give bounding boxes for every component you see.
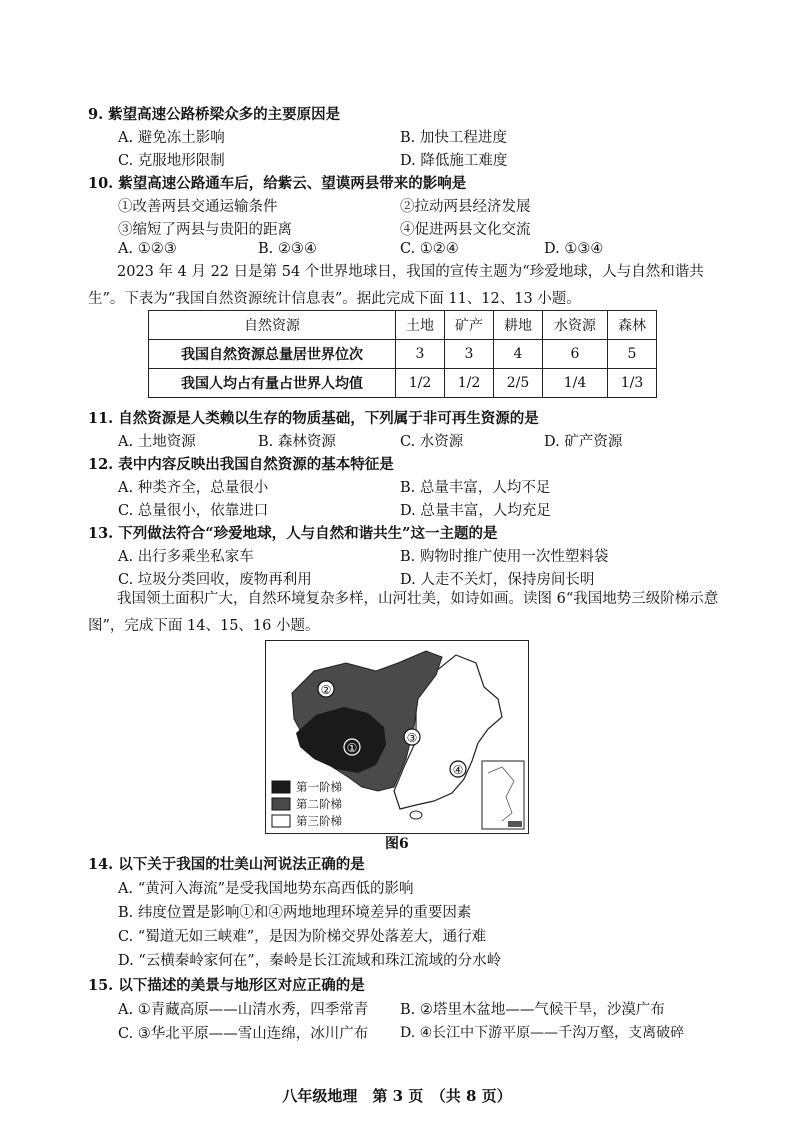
svg-text:③: ③ <box>406 731 418 745</box>
q10-stem: 10. 紫望高速公路通车后，给紫云、望谟两县带来的影响是 <box>88 175 467 192</box>
table-header-cell: 自然资源 <box>149 311 396 340</box>
table-cell: 我国自然资源总量居世界位次 <box>149 340 396 369</box>
q12-option-d: D. 总量丰富，人均充足 <box>400 503 551 519</box>
table-row <box>149 369 657 398</box>
table-cell: 1/2 <box>396 369 445 398</box>
q14-option-a: A. “黄河入海流”是受我国地势东高西低的影响 <box>118 881 414 897</box>
natural-resource-table <box>148 310 657 398</box>
table-header-cell: 耕地 <box>494 311 543 340</box>
table-header-cell: 森林 <box>608 311 657 340</box>
q12-stem: 12. 表中内容反映出我国自然资源的基本特征是 <box>88 456 394 473</box>
table-header-row <box>149 311 657 340</box>
q10-statement-1: ①改善两县交通运输条件 <box>118 199 278 215</box>
q10-option-d: D. ①③④ <box>544 241 604 257</box>
q9-stem: 9. 紫望高速公路桥梁众多的主要原因是 <box>88 106 341 123</box>
q12-option-a: A. 种类齐全，总量很小 <box>118 480 269 496</box>
q11-option-c: C. 水资源 <box>400 434 464 450</box>
legend-step3: 第三阶梯 <box>296 814 342 828</box>
china-map-svg <box>266 641 528 833</box>
q13-option-d: D. 人走不关灯，保持房间长明 <box>400 572 595 588</box>
q9-option-d: D. 降低施工难度 <box>400 153 508 169</box>
legend-step1: 第一阶梯 <box>296 780 342 794</box>
intro-paragraph-terrain: 我国领土面积广大，自然环境复杂多样，山河壮美，如诗如画。读图 6“我国地势三级阶梯示意图”，完成下面 14、15、16 小题。 <box>88 591 719 634</box>
table-cell: 1/2 <box>445 369 494 398</box>
q10-option-c: C. ①②④ <box>400 241 459 257</box>
q10-option-a: A. ①②③ <box>118 241 177 257</box>
table-cell: 5 <box>608 340 657 369</box>
table-header-cell: 水资源 <box>543 311 608 340</box>
table-header-cell: 矿产 <box>445 311 494 340</box>
q14-stem: 14. 以下关于我国的壮美山河说法正确的是 <box>88 856 365 873</box>
table-cell: 1/3 <box>608 369 657 398</box>
q14-option-c: C. “蜀道无如三峡难”，是因为阶梯交界处落差大，通行难 <box>118 929 487 945</box>
page-footer: 八年级地理 第 3 页 （共 8 页） <box>282 1087 512 1105</box>
q9-option-b: B. 加快工程进度 <box>400 130 507 146</box>
table-header-cell: 土地 <box>396 311 445 340</box>
table-row <box>149 340 657 369</box>
q15-option-b: B. ②塔里木盆地——气候干旱，沙漠广布 <box>400 1002 665 1018</box>
marker-4 <box>450 761 466 777</box>
q10-statement-3: ③缩短了两县与贵阳的距离 <box>118 222 292 238</box>
q9-option-a: A. 避免冻土影响 <box>118 130 225 146</box>
map-legend <box>272 780 342 828</box>
q15-stem: 15. 以下描述的美景与地形区对应正确的是 <box>88 977 365 994</box>
table-cell: 2/5 <box>494 369 543 398</box>
q10-option-b: B. ②③④ <box>258 241 317 257</box>
svg-text:④: ④ <box>452 763 464 777</box>
table-cell: 3 <box>396 340 445 369</box>
q11-option-d: D. 矿产资源 <box>544 434 623 450</box>
table-cell: 4 <box>494 340 543 369</box>
marker-2 <box>318 681 334 697</box>
q13-stem: 13. 下列做法符合“珍爱地球，人与自然和谐共生”这一主题的是 <box>88 525 498 542</box>
table-cell: 6 <box>543 340 608 369</box>
intro-paragraph-resources: 2023 年 4 月 22 日是第 54 个世界地球日，我国的宣传主题为“珍爱地球，人与自然和谐共生”。下表为“我国自然资源统计信息表”。据此完成下面 11、12、13 小题。 <box>88 264 704 307</box>
south-china-sea-inset <box>482 761 524 829</box>
q15-option-c: C. ③华北平原——雪山连绵，冰川广布 <box>118 1026 369 1042</box>
q11-stem: 11. 自然资源是人类赖以生存的物质基础，下列属于非可再生资源的是 <box>88 410 539 427</box>
q9-option-c: C. 克服地形限制 <box>118 153 225 169</box>
figure-caption: 图6 <box>385 836 409 852</box>
svg-text:①: ① <box>346 741 358 755</box>
q15-option-d: D. ④长江中下游平原——千沟万壑，支离破碎 <box>400 1025 685 1041</box>
q13-option-a: A. 出行多乘坐私家车 <box>118 549 254 565</box>
svg-text:②: ② <box>320 683 332 697</box>
q11-option-b: B. 森林资源 <box>258 434 336 450</box>
q14-option-b: B. 纬度位置是影响①和④两地地理环境差异的重要因素 <box>118 905 472 921</box>
q12-option-b: B. 总量丰富，人均不足 <box>400 480 551 496</box>
table-cell: 1/4 <box>543 369 608 398</box>
marker-3 <box>404 729 420 745</box>
q10-statement-2: ②拉动两县经济发展 <box>400 199 531 215</box>
hainan-island <box>410 811 422 819</box>
q13-option-b: B. 购物时推广使用一次性塑料袋 <box>400 549 609 565</box>
q14-option-d: D. “云横秦岭家何在”，秦岭是长江流域和珠江流域的分水岭 <box>118 953 502 969</box>
legend-step2: 第二阶梯 <box>296 797 342 811</box>
q11-option-a: A. 土地资源 <box>118 434 196 450</box>
q10-statement-4: ④促进两县文化交流 <box>400 222 531 238</box>
terrain-steps-map <box>265 640 529 834</box>
q15-option-a: A. ①青藏高原——山清水秀，四季常青 <box>118 1002 369 1018</box>
table-cell: 我国人均占有量占世界人均值 <box>149 369 396 398</box>
q13-option-c: C. 垃圾分类回收，废物再利用 <box>118 572 312 588</box>
q12-option-c: C. 总量很小，依靠进口 <box>118 503 269 519</box>
table-cell: 3 <box>445 340 494 369</box>
